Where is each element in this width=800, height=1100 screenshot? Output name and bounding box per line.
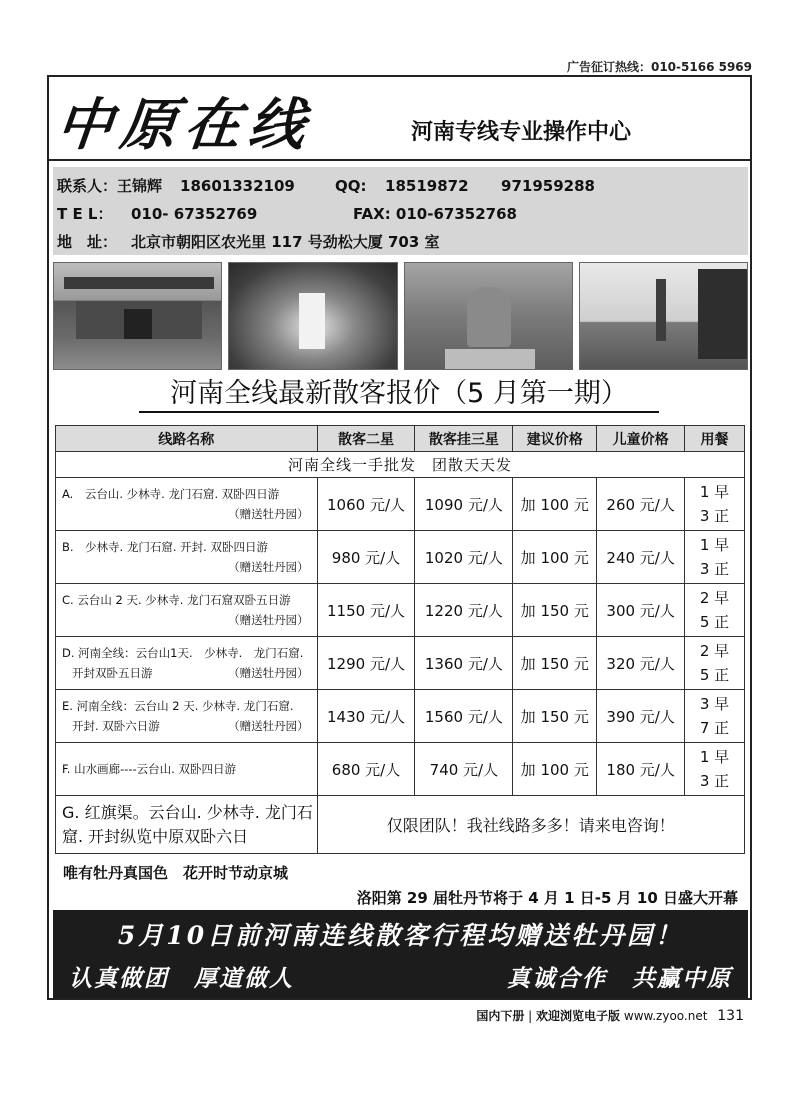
three-star-price: 740 元/人	[415, 743, 513, 796]
breakfast-count: 1 早	[699, 536, 730, 554]
route-name	[56, 584, 318, 637]
footer-section: 国内下册	[476, 1009, 525, 1023]
route-line-2: 开封. 双卧六日游	[72, 719, 160, 733]
group-only-note: 仅限团队！我社线路多多！请来电咨询！	[317, 796, 744, 854]
contact-row-tel	[57, 203, 517, 224]
address-label: 地 址：	[57, 233, 118, 251]
route-line: B. 少林寺. 龙门石窟. 开封. 双卧四日游	[62, 540, 268, 554]
qq-number-2: 971959288	[501, 177, 595, 195]
lunch-count: 3 正	[699, 560, 730, 578]
fax-number: FAX: 010-67352768	[353, 205, 517, 223]
header-meals: 用餐	[685, 426, 745, 452]
two-star-price: 1290 元/人	[317, 637, 415, 690]
tel-label: T E L：	[57, 205, 113, 223]
three-star-price: 1090 元/人	[415, 478, 513, 531]
mobile-number: 18601332109	[180, 177, 295, 195]
table-row	[56, 584, 745, 637]
child-price: 180 元/人	[597, 743, 685, 796]
qq-number-1: 18519872	[385, 177, 469, 195]
child-price: 320 元/人	[597, 637, 685, 690]
motto-left: 认真做团 厚道做人	[69, 965, 294, 992]
footer-site: www.zyoo.net	[623, 1009, 708, 1023]
waterfall-photo	[228, 262, 397, 370]
child-price: 300 元/人	[597, 584, 685, 637]
route-name	[56, 478, 318, 531]
route-name	[56, 531, 318, 584]
gift-note: （赠送牡丹园）	[228, 613, 309, 627]
meals	[685, 531, 745, 584]
three-star-price: 1560 元/人	[415, 690, 513, 743]
header-suggest-price: 建议价格	[513, 426, 597, 452]
two-star-price: 1150 元/人	[317, 584, 415, 637]
breakfast-count: 2 早	[699, 642, 730, 660]
route-line2	[62, 716, 317, 736]
page-number: 131	[717, 1008, 744, 1024]
suggest-price: 加 150 元	[513, 584, 597, 637]
qq-label: QQ:	[335, 177, 367, 195]
price-table	[55, 425, 745, 854]
table-row	[56, 743, 745, 796]
two-star-price: 1430 元/人	[317, 690, 415, 743]
table-banner: 河南全线一手批发 团散天天发	[56, 452, 745, 478]
longmen-grottoes-photo	[404, 262, 573, 370]
header-two-star: 散客二星	[317, 426, 415, 452]
meals	[685, 743, 745, 796]
brand-logo: 中原在线	[53, 92, 317, 158]
table-row	[56, 637, 745, 690]
three-star-price: 1360 元/人	[415, 637, 513, 690]
meals	[685, 584, 745, 637]
subtitle: 河南专线专业操作中心	[411, 120, 632, 145]
pagoda-photo	[579, 262, 748, 370]
table-header-row	[56, 426, 745, 452]
header-route: 线路名称	[56, 426, 318, 452]
route-name	[56, 637, 318, 690]
route-line: C. 云台山 2 天. 少林寺. 龙门石窟双卧五日游	[62, 593, 291, 607]
route-line: F. 山水画廊----云台山. 双卧四日游	[62, 762, 236, 776]
meals	[685, 637, 745, 690]
photo-strip	[53, 262, 748, 370]
gift-note: （赠送牡丹园）	[228, 666, 309, 680]
tel-number: 010- 67352769	[131, 205, 258, 223]
route-line: D. 河南全线：云台山1天. 少林寺. 龙门石窟.	[62, 646, 304, 660]
route-line: A. 云台山. 少林寺. 龙门石窟. 双卧四日游	[62, 487, 280, 501]
route-name	[56, 690, 318, 743]
person-name: 王锦辉	[117, 177, 163, 195]
table-row	[56, 531, 745, 584]
table-row-group-only	[56, 796, 745, 854]
peony-slogan: 唯有牡丹真国色 花开时节动京城	[63, 864, 289, 882]
two-star-price: 1060 元/人	[317, 478, 415, 531]
route-name-g: G. 红旗渠。云台山. 少林寺. 龙门石窟. 开封纵览中原双卧六日	[56, 796, 318, 854]
table-row	[56, 478, 745, 531]
route-line: E. 河南全线：云台山 2 天. 少林寺. 龙门石窟.	[62, 699, 294, 713]
gift-note: （赠送牡丹园）	[228, 719, 309, 733]
route-line2	[62, 663, 317, 683]
breakfast-count: 1 早	[699, 483, 730, 501]
price-title: 河南全线最新散客报价（5 月第一期）	[139, 377, 659, 413]
three-star-price: 1020 元/人	[415, 531, 513, 584]
suggest-price: 加 150 元	[513, 637, 597, 690]
ad-hotline: 广告征订热线：010-5166 5969	[566, 60, 752, 74]
contact-box	[53, 167, 748, 255]
two-star-price: 680 元/人	[317, 743, 415, 796]
breakfast-count: 1 早	[699, 748, 730, 766]
two-star-price: 980 元/人	[317, 531, 415, 584]
suggest-price: 加 150 元	[513, 690, 597, 743]
child-price: 260 元/人	[597, 478, 685, 531]
meals	[685, 478, 745, 531]
person-label: 联系人：	[57, 177, 118, 195]
contact-row-address	[57, 231, 440, 252]
suggest-price: 加 100 元	[513, 478, 597, 531]
suggest-price: 加 100 元	[513, 743, 597, 796]
promo-line: 5月10日前河南连线散客行程均赠送牡丹园！	[117, 921, 684, 950]
peony-festival-note: 洛阳第 29 届牡丹节将于 4 月 1 日-5 月 10 日盛大开幕	[356, 889, 738, 907]
route-line-2: 开封双卧五日游	[72, 666, 153, 680]
ad-frame	[47, 75, 752, 1000]
lunch-count: 5 正	[699, 613, 730, 631]
gift-note: （赠送牡丹园）	[228, 507, 309, 521]
motto-right: 真诚合作 共赢中原	[507, 965, 732, 992]
table-banner-row	[56, 452, 745, 478]
meals	[685, 690, 745, 743]
route-name	[56, 743, 318, 796]
header-divider	[49, 159, 750, 161]
suggest-price: 加 100 元	[513, 531, 597, 584]
footer-welcome: 欢迎浏览电子版	[536, 1009, 621, 1023]
lunch-count: 3 正	[699, 507, 730, 525]
address: 北京市朝阳区农光里 117 号劲松大厦 703 室	[131, 233, 440, 251]
lunch-count: 3 正	[699, 772, 730, 790]
table-row	[56, 690, 745, 743]
shaolin-temple-photo	[53, 262, 222, 370]
three-star-price: 1220 元/人	[415, 584, 513, 637]
footer-separator: |	[528, 1009, 533, 1023]
contact-row-person	[57, 175, 595, 196]
promo-banner	[53, 910, 748, 998]
lunch-count: 5 正	[699, 666, 730, 684]
header-three-star: 散客挂三星	[415, 426, 513, 452]
gift-note: （赠送牡丹园）	[228, 560, 309, 574]
breakfast-count: 2 早	[699, 589, 730, 607]
breakfast-count: 3 早	[699, 695, 730, 713]
lunch-count: 7 正	[699, 719, 730, 737]
header-child-price: 儿童价格	[597, 426, 685, 452]
child-price: 240 元/人	[597, 531, 685, 584]
page-footer	[476, 1007, 744, 1024]
child-price: 390 元/人	[597, 690, 685, 743]
